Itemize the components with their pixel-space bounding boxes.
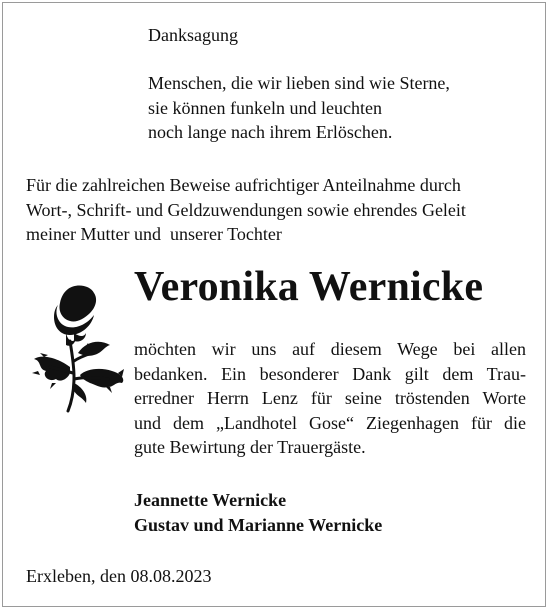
poem-line: noch lange nach ihrem Erlöschen. (148, 122, 393, 142)
notice-heading: Danksagung (148, 25, 238, 45)
place-date: Erxleben, den 08.08.2023 (26, 566, 212, 586)
poem-line: Menschen, die wir lieben sind wie Sterne, (148, 73, 450, 93)
thanks-line: möchten wir uns auf diesem Wege bei allen (134, 339, 526, 359)
rose-icon (30, 283, 128, 413)
signatory-name: Gustav und Marianne Wernicke (134, 514, 383, 535)
intro-line: Wort-, Schrift- und Geldzuwendungen sowie ehrendes Geleit (26, 199, 466, 220)
deceased-name: Veronika Wernicke (134, 264, 484, 310)
intro-line: Für die zahlreichen Beweise aufrichtiger Anteilnahme durch (26, 175, 461, 195)
signatory-name: Jeannette Wernicke (134, 490, 287, 510)
signatories (134, 488, 382, 537)
thanks-line: erredner Herrn Lenz für seine tröstenden Worte (134, 388, 526, 408)
thanks-line: gute Bewirtung der Trauergäste. (134, 437, 366, 457)
poem-line: sie können funkeln und leuchten (148, 97, 382, 118)
poem-verse (148, 71, 450, 145)
thanks-paragraph (134, 337, 526, 460)
intro-line: meiner Mutter und unserer Tochter (26, 224, 282, 244)
intro-paragraph (26, 173, 466, 247)
thanks-line: und dem „Landhotel Gose“ Ziegenhagen für die (134, 412, 526, 433)
thanks-line: bedanken. Ein besonderer Dank gilt dem Trau- (134, 363, 526, 384)
